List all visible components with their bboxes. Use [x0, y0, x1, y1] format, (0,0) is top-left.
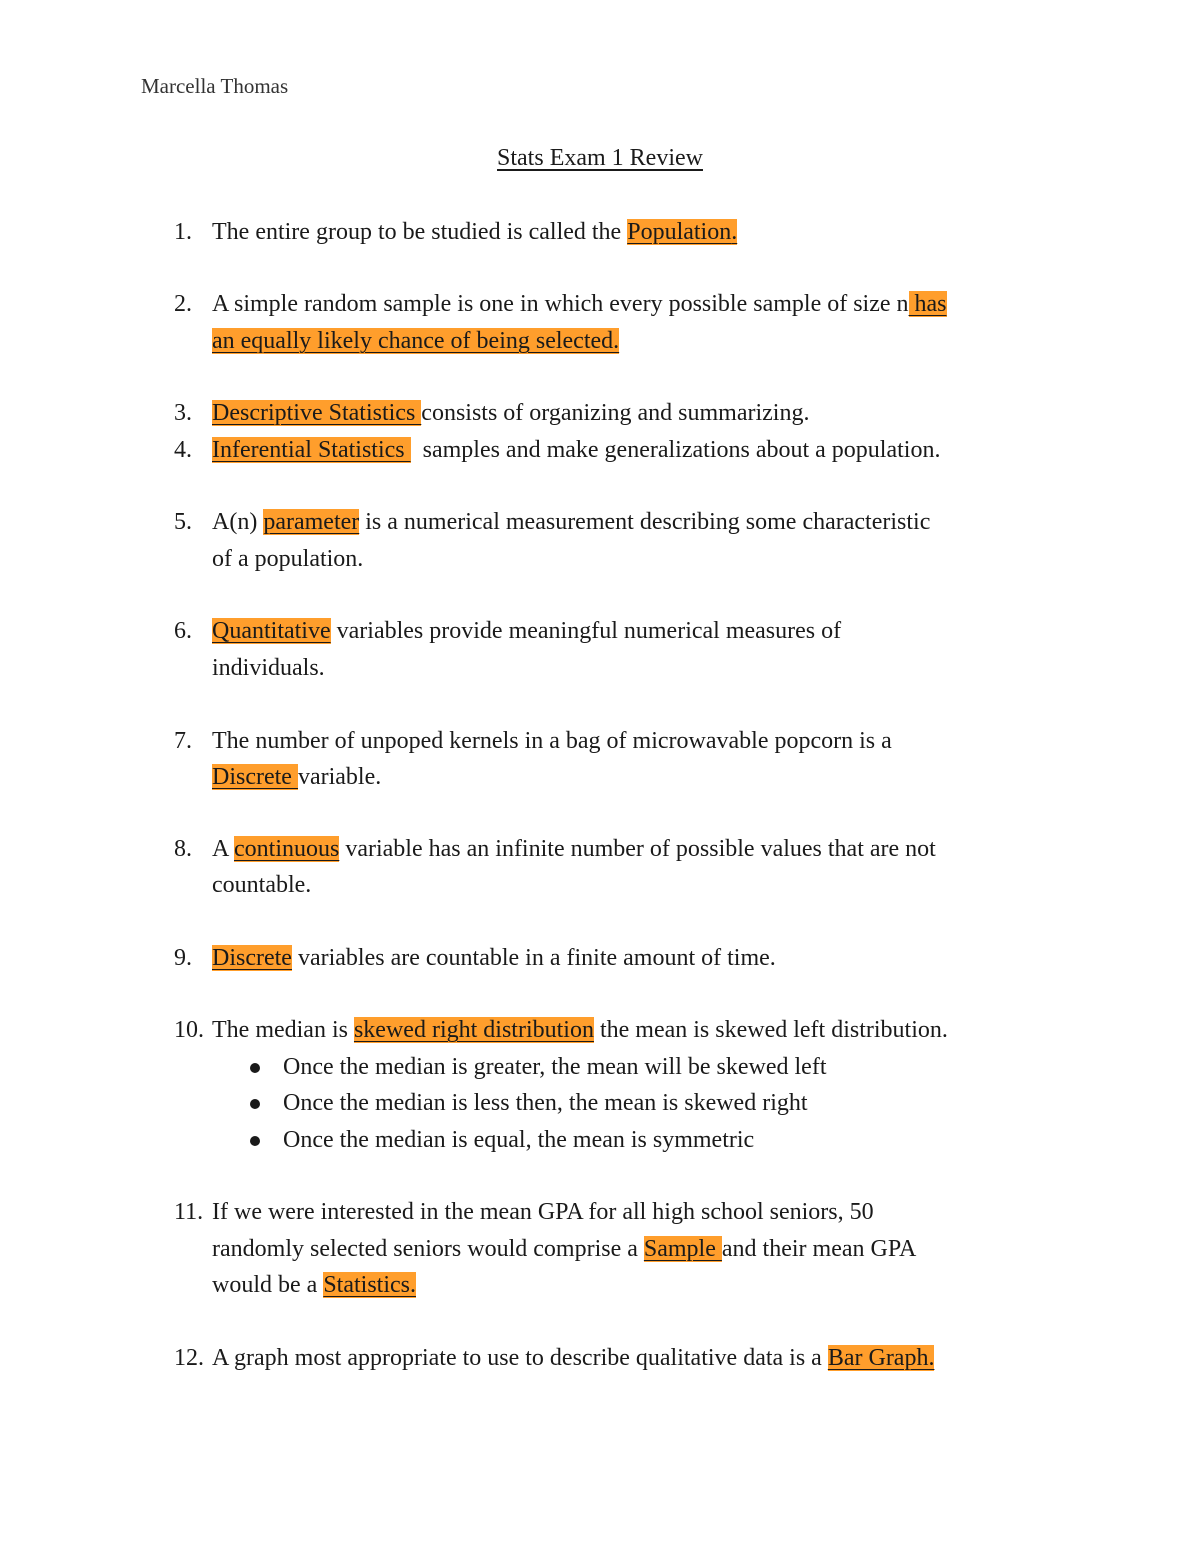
question-9: Discrete variables are countable in a finite amount of time. — [212, 945, 776, 971]
bullet-dot — [250, 1063, 260, 1073]
item-number-5: 5. — [174, 509, 192, 535]
item-number-12: 12. — [174, 1345, 204, 1371]
page-title: Stats Exam 1 Review — [497, 145, 703, 171]
question-5: A(n) parameter is a numerical measurement describing some characteristic — [212, 509, 931, 535]
question-8: A continuous variable has an infinite number of possible values that are not — [212, 836, 936, 862]
question-11-cont2: would be a Statistics. — [212, 1272, 416, 1298]
answer-11b: Statistics — [323, 1272, 410, 1298]
question-8-cont: countable. — [212, 872, 312, 898]
bullet-item: Once the median is greater, the mean will be skewed left — [283, 1054, 827, 1080]
question-11: If we were interested in the mean GPA for all high school seniors, 50 — [212, 1199, 874, 1225]
question-1: The entire group to be studied is called the Population. — [212, 219, 738, 245]
question-10: The median is skewed right distribution the mean is skewed left distribution. — [212, 1017, 948, 1043]
item-number-1: 1. — [174, 219, 192, 245]
question-11-cont: randomly selected seniors would comprise a Sample and their mean GPA — [212, 1236, 917, 1262]
answer-8: continuous — [234, 836, 340, 862]
item-number-6: 6. — [174, 618, 192, 644]
answer-2-cont: an equally likely chance of being selected. — [212, 328, 620, 354]
item-number-9: 9. — [174, 945, 192, 971]
question-7-cont: Discrete variable. — [212, 764, 382, 790]
bullet-item: Once the median is equal, the mean is symmetric — [283, 1127, 755, 1153]
answer-11a: Sample — [643, 1236, 722, 1262]
question-2: A simple random sample is one in which every possible sample of size n has — [212, 291, 947, 317]
bullet-dot — [250, 1136, 260, 1146]
item-number-2: 2. — [174, 291, 192, 317]
answer-4: Inferential Statistics — [212, 437, 411, 463]
item-number-11: 11. — [174, 1199, 204, 1225]
answer-7: Discrete — [212, 764, 298, 790]
answer-5: parameter — [263, 509, 360, 535]
item-number-3: 3. — [174, 400, 192, 426]
answer-2: has — [908, 291, 947, 317]
question-12: A graph most appropriate to use to describe qualitative data is a Bar Graph. — [212, 1345, 935, 1371]
question-6: Quantitative variables provide meaningful numerical measures of — [212, 618, 842, 644]
author-name: Marcella Thomas — [141, 74, 289, 98]
answer-10: skewed right distribution — [353, 1017, 594, 1043]
item-number-8: 8. — [174, 836, 192, 862]
answer-1: Population — [627, 219, 732, 245]
item-number-7: 7. — [174, 728, 192, 754]
bullet-dot — [250, 1099, 260, 1109]
question-6-cont: individuals. — [212, 655, 325, 681]
answer-9: Discrete — [212, 945, 292, 971]
bullet-item: Once the median is less then, the mean is skewed right — [283, 1090, 808, 1116]
question-3: Descriptive Statistics consists of organizing and summarizing. — [212, 400, 810, 426]
answer-3: Descriptive Statistics — [212, 400, 422, 426]
question-5-cont: of a population. — [212, 546, 364, 572]
answer-6: Quantitative — [212, 618, 331, 644]
question-4: Inferential Statistics samples and make generalizations about a population. — [212, 437, 941, 463]
question-2-cont — [212, 326, 619, 356]
question-7: The number of unpoped kernels in a bag of microwavable popcorn is a — [212, 728, 892, 754]
item-number-10: 10. — [174, 1017, 204, 1043]
item-number-4: 4. — [174, 437, 192, 463]
answer-12: Bar Graph. — [827, 1345, 935, 1371]
